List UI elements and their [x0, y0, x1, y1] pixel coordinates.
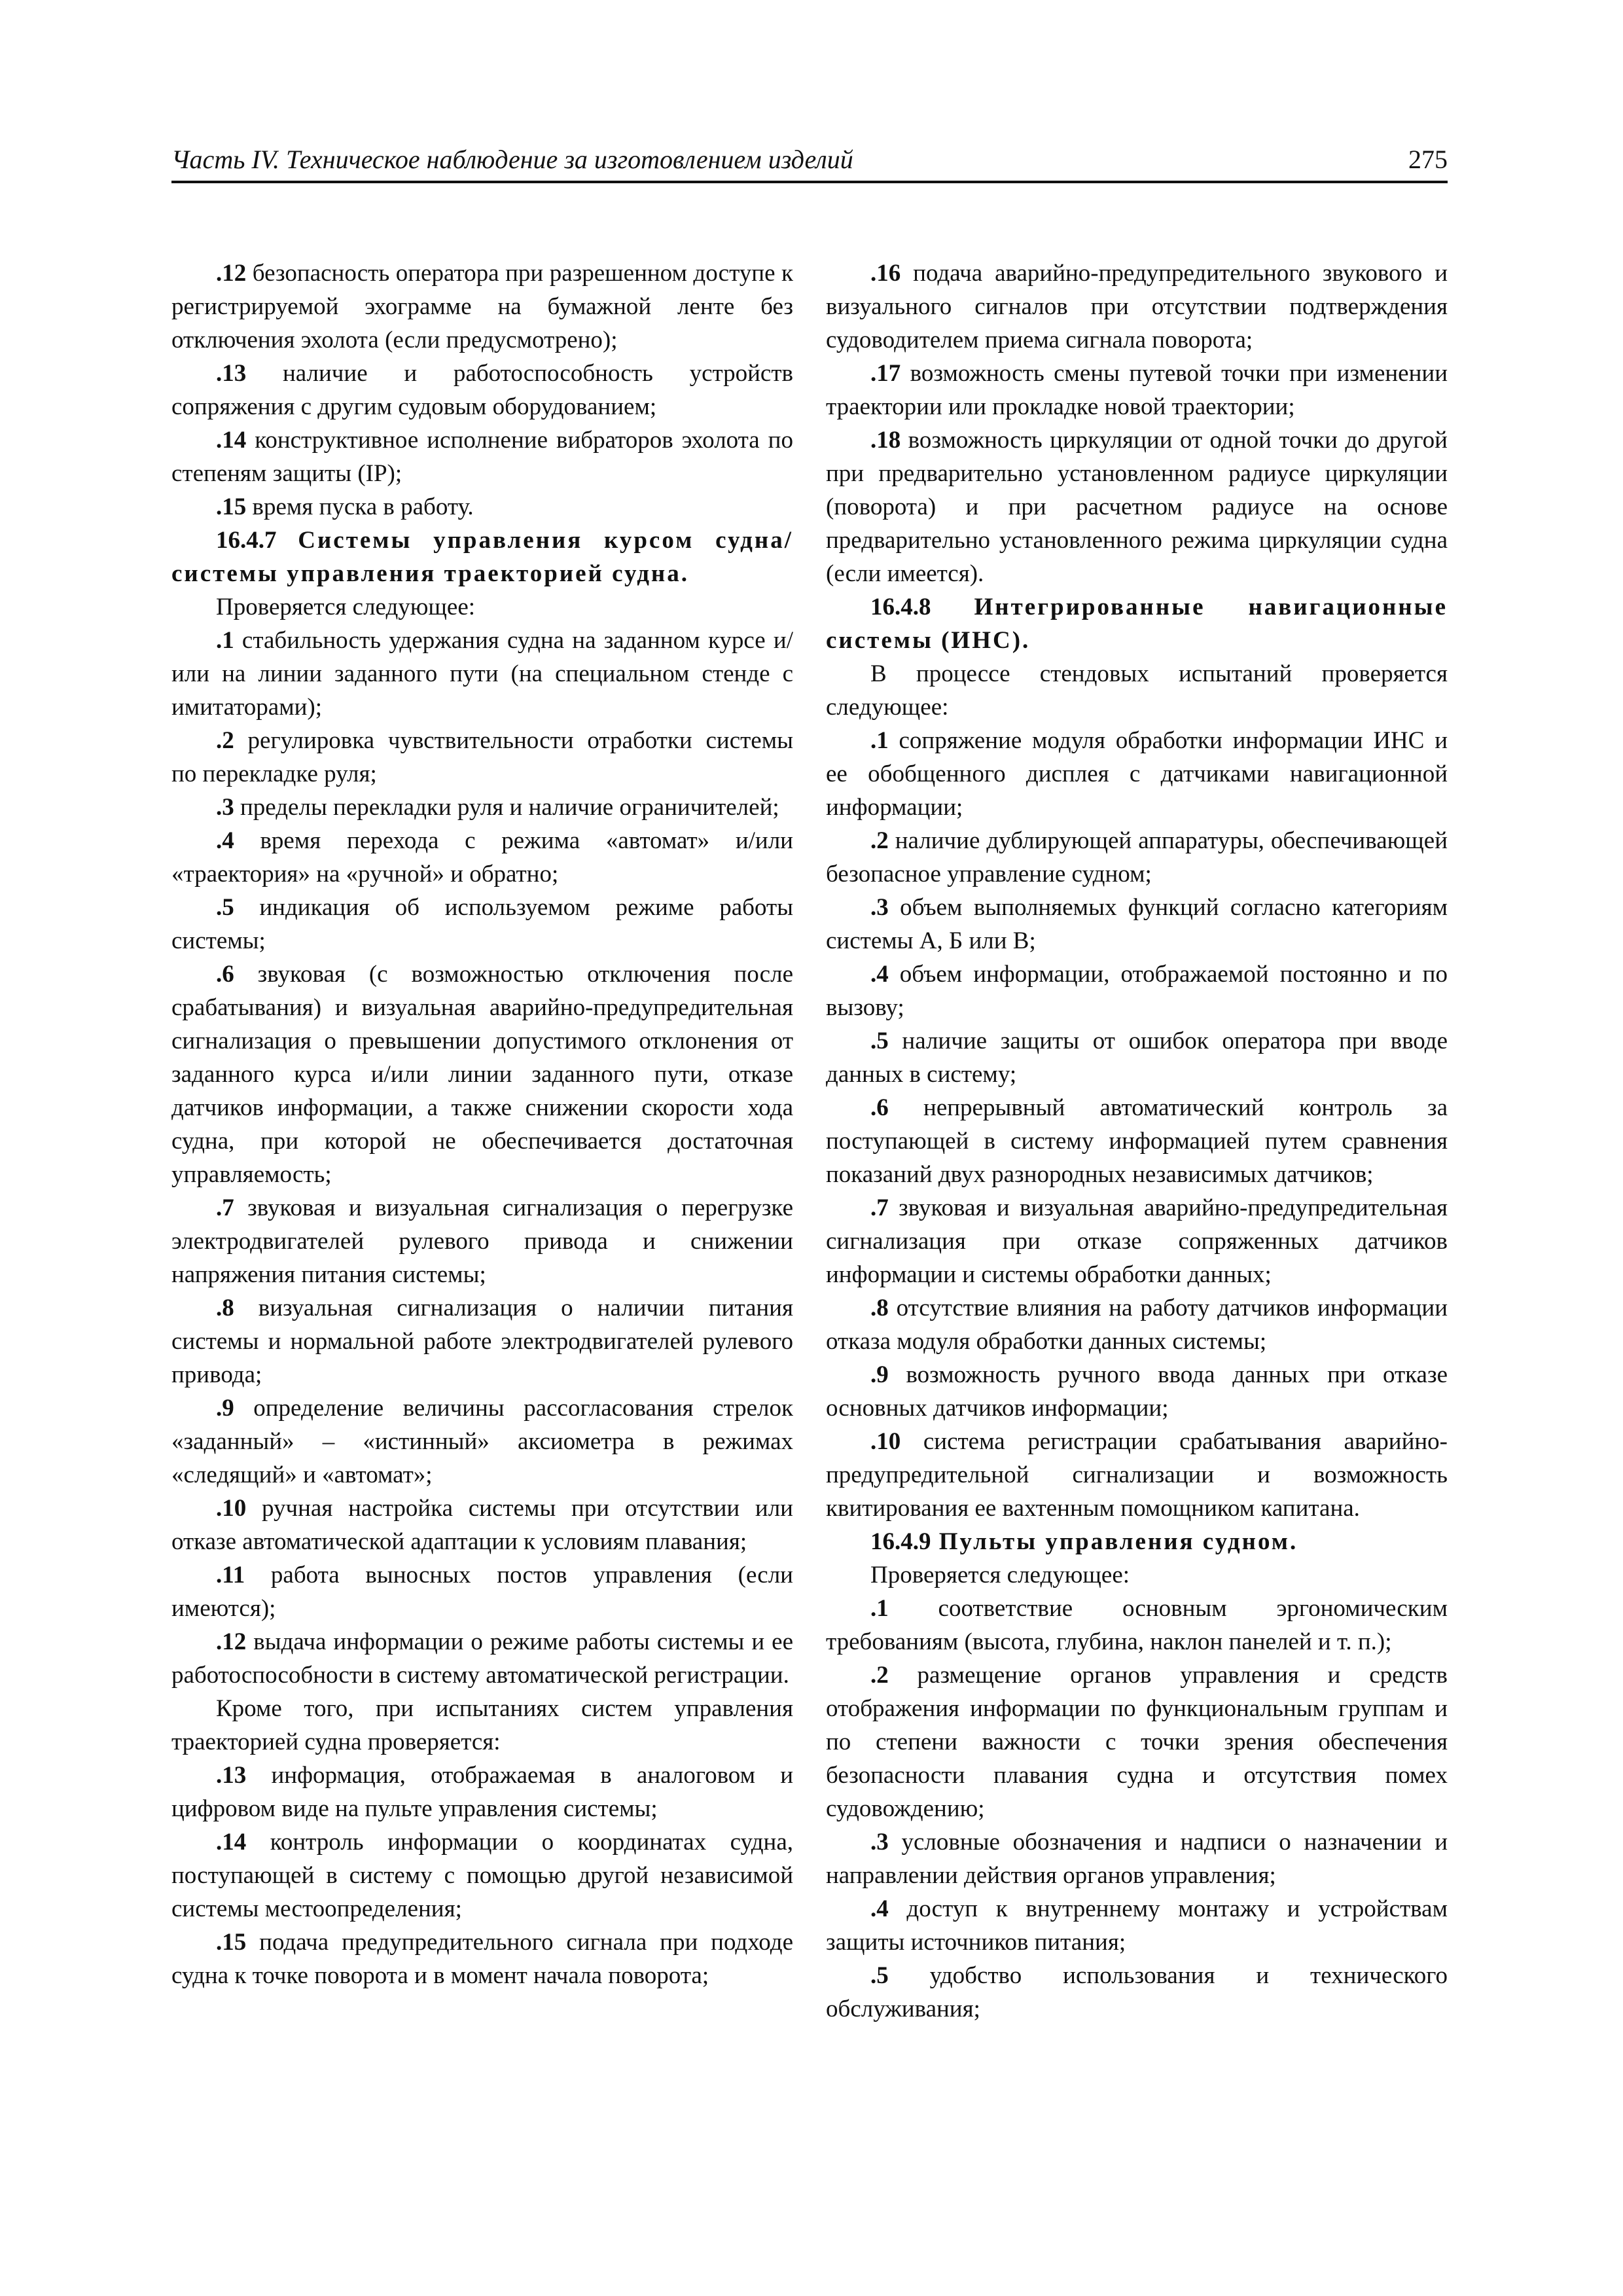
item-text: ручная настройка системы при отсутствии или отказе автоматической адаптации к условиям плавания; — [171, 1495, 793, 1555]
item-number: .5 — [870, 1028, 889, 1054]
item-text: Кроме того, при испытаниях систем управления траекторией судна проверяется: — [171, 1695, 793, 1755]
item-text: индикация об используемом режиме работы системы; — [171, 894, 793, 954]
item-text: Пульты управления судном. — [931, 1528, 1298, 1555]
item-text: подача аварийно-предупредительного звукового и визуального сигналов при отсутствии подтверждения судоводителем приема сигнала поворота; — [826, 260, 1448, 353]
item-number: .8 — [870, 1295, 889, 1321]
item-text: возможность циркуляции от одной точки до другой при предварительно установленном радиусе циркуляции (поворота) и при расчетном радиусе на основе предварительно установленного режима циркуляции судна (если имеется). — [826, 427, 1448, 587]
item-text: информация, отображаемая в аналоговом и цифровом виде на пульте управления системы; — [171, 1762, 793, 1822]
item-text: определение величины рассогласования стрелок «заданный» – «истинный» аксиометра в режимах «следящий» и «автомат»; — [171, 1395, 793, 1488]
item-number: .13 — [216, 1762, 247, 1789]
header-rule — [171, 181, 1448, 183]
item-text: выдача информации о режиме работы системы и ее работоспособности в систему автоматической регистрации. — [171, 1628, 793, 1689]
item-text: звуковая и визуальная сигнализация о перегрузке электродвигателей рулевого привода и снижении напряжения питания системы; — [171, 1194, 793, 1288]
list-item — [826, 357, 1448, 423]
item-number: 16.4.7 — [216, 527, 277, 554]
list-item — [826, 958, 1448, 1024]
item-text: контроль информации о координатах судна, поступающей в систему с помощью другой независимой системы местоопределения; — [171, 1829, 793, 1922]
item-number: .4 — [870, 961, 889, 988]
list-item — [826, 824, 1448, 891]
item-number: .8 — [216, 1295, 234, 1321]
list-item — [171, 791, 793, 824]
item-number: .9 — [870, 1361, 889, 1388]
item-text: возможность смены путевой точки при изменении траектории или прокладке новой траектории; — [826, 360, 1448, 420]
item-number: .7 — [870, 1194, 889, 1221]
item-text: Системы управления курсом судна/ системы управления траекторией судна. — [171, 527, 793, 587]
item-number: .12 — [216, 1628, 247, 1655]
item-number: .10 — [216, 1495, 247, 1522]
list-item — [826, 1592, 1448, 1659]
item-text: условные обозначения и надписи о назначении и направлении действия органов управления; — [826, 1829, 1448, 1889]
item-number: .12 — [216, 260, 247, 287]
item-number: .1 — [870, 727, 889, 754]
item-number: .1 — [216, 627, 234, 654]
item-text: Проверяется следующее: — [870, 1562, 1130, 1588]
item-text: звуковая и визуальная аварийно-предупредительная сигнализация при отказе сопряженных датчиков информации и системы обработки данных; — [826, 1194, 1448, 1288]
item-text: сопряжение модуля обработки информации ИНС и ее обобщенного дисплея с датчиками навигационной информации; — [826, 727, 1448, 821]
list-item — [826, 1024, 1448, 1091]
item-number: .4 — [870, 1895, 889, 1922]
list-item — [826, 1425, 1448, 1525]
item-text: отсутствие влияния на работу датчиков информации отказа модуля обработки данных системы; — [826, 1295, 1448, 1355]
item-text: непрерывный автоматический контроль за поступающей в систему информацией путем сравнения показаний двух разнородных независимых датчиков; — [826, 1094, 1448, 1188]
item-number: .6 — [216, 961, 234, 988]
list-item — [171, 824, 793, 891]
item-text: время перехода с режима «автомат» и/или «траектория» на «ручной» и обратно; — [171, 827, 793, 888]
item-text: наличие и работоспособность устройств сопряжения с другим судовым оборудованием; — [171, 360, 793, 420]
item-number: .5 — [216, 894, 234, 921]
section-heading — [171, 524, 793, 590]
list-item — [826, 1558, 1448, 1592]
item-text: возможность ручного ввода данных при отказе основных датчиков информации; — [826, 1361, 1448, 1422]
list-item — [826, 423, 1448, 590]
list-item — [826, 724, 1448, 824]
item-number: .2 — [216, 727, 234, 754]
list-item — [171, 423, 793, 490]
list-item — [171, 958, 793, 1191]
item-number: 16.4.8 — [870, 594, 931, 620]
item-number: .15 — [216, 493, 247, 520]
item-number: .1 — [870, 1595, 889, 1622]
item-number: .3 — [216, 794, 234, 821]
item-number: .6 — [870, 1094, 889, 1121]
item-text: подача предупредительного сигнала при подходе судна к точке поворота и в момент начала поворота; — [171, 1929, 793, 1989]
item-number: .4 — [216, 827, 234, 854]
item-number: .15 — [216, 1929, 247, 1956]
list-item — [171, 724, 793, 791]
list-item — [826, 1358, 1448, 1425]
item-text: Проверяется следующее: — [216, 594, 476, 620]
item-text: пределы перекладки руля и наличие ограничителей; — [234, 794, 779, 821]
item-text: визуальная сигнализация о наличии питания системы и нормальной работе электродвигателей рулевого привода; — [171, 1295, 793, 1388]
item-text: звуковая (с возможностью отключения после срабатывания) и визуальная аварийно-предупредительная сигнализация о превышении допустимого отклонения от заданного курса и/или линии заданного пути, отказе датчиков информации, а также снижении скорости хода судна, при которой не обеспечивается достаточная управляемость; — [171, 961, 793, 1188]
section-heading — [826, 1525, 1448, 1558]
header-title: Часть IV. Техническое наблюдение за изготовлением изделий — [171, 145, 853, 174]
item-number: .9 — [216, 1395, 234, 1422]
item-text: время пуска в работу. — [246, 493, 474, 520]
list-item — [171, 891, 793, 958]
item-number: .3 — [870, 1829, 889, 1856]
item-number: .7 — [216, 1194, 234, 1221]
item-text: доступ к внутреннему монтажу и устройствам защиты источников питания; — [826, 1895, 1448, 1956]
item-text: наличие защиты от ошибок оператора при вводе данных в систему; — [826, 1028, 1448, 1088]
item-text: соответствие основным эргономическим требованиям (высота, глубина, наклон панелей и т. п.); — [826, 1595, 1448, 1655]
item-number: .18 — [870, 427, 901, 454]
item-number: .14 — [216, 427, 247, 454]
list-item — [826, 1825, 1448, 1892]
list-item — [171, 1926, 793, 1992]
item-number: .11 — [216, 1562, 245, 1588]
item-text: наличие дублирующей аппаратуры, обеспечивающей безопасное управление судном; — [826, 827, 1448, 888]
item-number: .3 — [870, 894, 889, 921]
list-item — [826, 891, 1448, 958]
list-item — [171, 1558, 793, 1625]
item-text: безопасность оператора при разрешенном доступе к регистрируемой эхограмме на бумажной ленте без отключения эхолота (если предусмотрено); — [171, 260, 793, 353]
list-item — [826, 657, 1448, 724]
list-item — [171, 1625, 793, 1692]
section-heading — [826, 590, 1448, 657]
item-text: конструктивное исполнение вибраторов эхолота по степеням защиты (IP); — [171, 427, 793, 487]
list-item — [826, 1291, 1448, 1358]
item-text: В процессе стендовых испытаний проверяется следующее: — [826, 660, 1448, 721]
item-text: удобство использования и технического обслуживания; — [826, 1962, 1448, 2022]
list-item — [826, 257, 1448, 357]
list-item — [171, 257, 793, 357]
item-text: объем информации, отображаемой постоянно и по вызову; — [826, 961, 1448, 1021]
right-column — [826, 257, 1448, 2026]
item-text: Интегрированные навигационные системы (ИНС). — [826, 594, 1448, 654]
left-column — [171, 257, 793, 1992]
list-item — [826, 1091, 1448, 1191]
list-item — [171, 1291, 793, 1391]
item-number: .10 — [870, 1428, 901, 1455]
item-number: .14 — [216, 1829, 247, 1856]
list-item — [171, 1492, 793, 1558]
list-item — [171, 1759, 793, 1825]
item-text: работа выносных постов управления (если имеются); — [171, 1562, 793, 1622]
item-number: .2 — [870, 827, 889, 854]
list-item — [171, 1825, 793, 1926]
list-item — [171, 1692, 793, 1759]
item-number: .16 — [870, 260, 901, 287]
list-item — [171, 624, 793, 724]
item-number: .13 — [216, 360, 247, 387]
item-text: объем выполняемых функций согласно категориям системы А, Б или В; — [826, 894, 1448, 954]
item-number: .2 — [870, 1662, 889, 1689]
item-number: 16.4.9 — [870, 1528, 931, 1555]
item-text: размещение органов управления и средств отображения информации по функциональным группам и по степени важности с точки зрения обеспечения безопасности плавания судна и отсутствия помех судовождению; — [826, 1662, 1448, 1822]
list-item — [826, 1959, 1448, 2026]
item-number: .5 — [870, 1962, 889, 1989]
item-text: регулировка чувствительности отработки системы по перекладке руля; — [171, 727, 793, 787]
item-text: система регистрации срабатывания аварийно-предупредительной сигнализации и возможность квитирования ее вахтенным помощником капитана. — [826, 1428, 1448, 1522]
list-item — [826, 1191, 1448, 1291]
running-header — [171, 144, 1448, 183]
item-text: стабильность удержания судна на заданном курсе и/или на линии заданного пути (на специальном стенде с имитаторами); — [171, 627, 793, 721]
list-item — [171, 1391, 793, 1492]
list-item — [826, 1659, 1448, 1825]
list-item — [826, 1892, 1448, 1959]
list-item — [171, 357, 793, 423]
list-item — [171, 590, 793, 624]
list-item — [171, 490, 793, 524]
list-item — [171, 1191, 793, 1291]
page-number: 275 — [1408, 145, 1448, 174]
item-number: .17 — [870, 360, 901, 387]
